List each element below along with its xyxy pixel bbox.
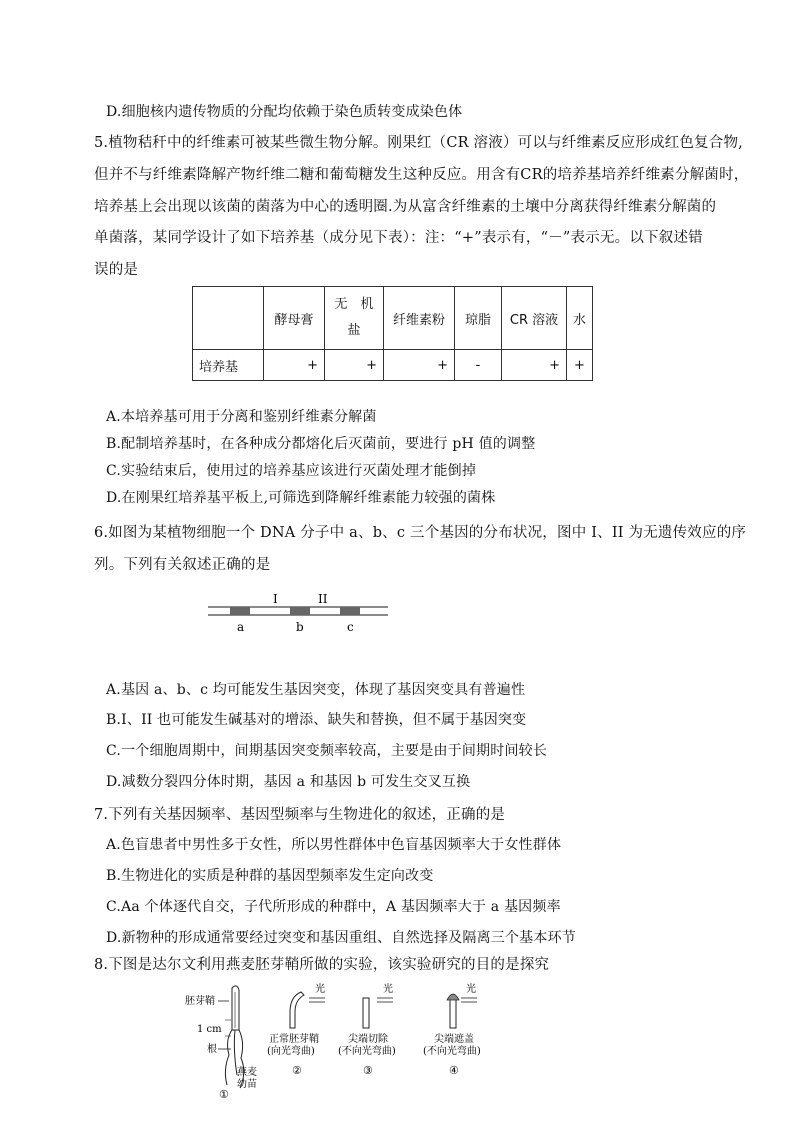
q5-option-b: B.配制培养基时，在各种成分都熔化后灭菌前，要进行 pH 值的调整	[106, 436, 536, 452]
media-header-yeast: 酵母膏	[264, 287, 325, 350]
cover-caption-1: 尖端遮盖	[434, 1034, 474, 1045]
seedling-label-2: 幼苗	[237, 1079, 257, 1090]
media-cell-cr: +	[502, 350, 567, 381]
q6-stem-line1: 6.如图为某植物细胞一个 DNA 分子中 a、b、c 三个基因的分布状况，图中 I、II 为无遗传效应的序	[94, 525, 747, 541]
q6-option-b: B.I、II 也可能发生碱基对的增添、缺失和替换，但不属于基因突变	[106, 712, 527, 728]
root-label: 根	[207, 1044, 217, 1055]
light-label-4: 光	[466, 984, 476, 995]
seedling-panel-2	[267, 982, 325, 1077]
seedling-panel-4	[423, 982, 481, 1077]
q8-stem: 8.下图是达尔文利用燕麦胚芽鞘所做的实验，该实验研究的目的是探究	[94, 957, 550, 973]
q5-option-c: C.实验结束后，使用过的培养基应该进行灭菌处理才能倒掉	[106, 463, 477, 479]
normal-caption-2: (向光弯曲)	[267, 1046, 315, 1057]
cut-coleoptile	[363, 998, 369, 1028]
q5-option-d: D.在刚果红培养基平板上,可筛选到降解纤维素能力较强的菌株	[106, 490, 496, 506]
q5-stem-line5: 误的是	[94, 262, 139, 278]
q6-option-a: A.基因 a、b、c 均可能发生基因突变，体现了基因突变具有普遍性	[106, 682, 526, 698]
q7-option-c: C.Aa 个体逐代自交，子代所形成的种群中，A 基因频率大于 a 基因频率	[106, 899, 561, 915]
media-header-water: 水	[567, 287, 593, 350]
q5-stem-line2: 但并不与纤维素降解产物纤维二糖和葡萄糖发生这种反应。用含有CR的培养基培养纤维素分解菌时，	[94, 167, 749, 183]
q5-stem-line3: 培养基上会出现以该菌的菌落为中心的透明圈.为从富含纤维素的土壤中分离获得纤维素分解菌的	[94, 199, 717, 215]
bending-coleoptile	[290, 992, 304, 1028]
dna-gene-diagram	[200, 588, 400, 640]
tip-cap	[447, 994, 459, 1000]
normal-caption-1: 正常胚芽鞘	[269, 1034, 319, 1045]
q7-option-d: D.新物种的形成通常要经过突变和基因重组、自然选择及隔离三个基本环节	[106, 930, 576, 946]
q7-stem: 7.下列有关基因频率、基因型频率与生物进化的叙述，正确的是	[94, 807, 506, 823]
media-cell-cellulose: +	[384, 350, 455, 381]
q4-option-d: D.细胞核内遗传物质的分配均依赖于染色质转变成染色体	[106, 104, 463, 120]
panel-number-3: ③	[363, 1064, 373, 1077]
seedling-panel-3	[338, 982, 396, 1077]
media-header-cr: CR 溶液	[502, 287, 567, 350]
media-row-label: 培养基	[193, 350, 264, 381]
media-header-salt: 无 机 盐	[325, 287, 384, 350]
seedling-label-1: 燕麦	[237, 1067, 257, 1078]
panel-number-2: ②	[292, 1064, 302, 1077]
media-header-empty	[193, 287, 264, 350]
one-cm-label: 1 cm	[197, 1024, 222, 1035]
media-table	[192, 286, 593, 381]
media-cell-water: +	[567, 350, 593, 381]
cut-caption-2: (不向光弯曲)	[338, 1046, 396, 1057]
q6-option-d: D.减数分裂四分体时期，基因 a 和基因 b 可发生交叉互换	[106, 774, 471, 790]
q6-stem-line2: 列。下列有关叙述正确的是	[94, 557, 271, 573]
gene-c-block	[340, 607, 360, 615]
media-cell-yeast: +	[264, 350, 325, 381]
gene-b-label: b	[296, 620, 304, 634]
cut-caption-1: 尖端切除	[348, 1034, 388, 1045]
panel-number-1: ①	[219, 1088, 229, 1100]
gene-a-label: a	[237, 620, 245, 634]
media-cell-salt: +	[325, 350, 384, 381]
media-header-cellulose: 纤维素粉	[384, 287, 455, 350]
q7-option-b: B.生物进化的实质是种群的基因型频率发生定向改变	[106, 868, 434, 884]
light-label-3: 光	[383, 984, 393, 995]
covered-coleoptile	[450, 998, 456, 1028]
region-ii-label: II	[318, 592, 328, 606]
gene-b-block	[290, 607, 310, 615]
panel-number-4: ④	[449, 1064, 459, 1077]
cover-caption-2: (不向光弯曲)	[423, 1046, 481, 1057]
seedling-panel-1	[185, 986, 257, 1100]
q5-option-a: A.本培养基可用于分离和鉴别纤维素分解菌	[106, 409, 377, 425]
q7-option-a: A.色盲患者中男性多于女性，所以男性群体中色盲基因频率大于女性群体	[106, 837, 562, 853]
coleoptile-label: 胚芽鞘	[185, 996, 215, 1007]
region-i-label: I	[273, 592, 278, 606]
coleoptile-shape	[232, 986, 239, 1030]
q5-stem-line4: 单菌落，某同学设计了如下培养基（成分见下表）：注：“+”表示有，“－”表示无。以下叙述错	[94, 230, 703, 246]
coleoptile-experiment-figure	[185, 980, 505, 1100]
light-label-2: 光	[315, 984, 325, 995]
gene-a-block	[230, 607, 250, 615]
media-cell-agar: -	[455, 350, 502, 381]
media-header-agar: 琼脂	[455, 287, 502, 350]
q6-option-c: C.一个细胞周期中，间期基因突变频率较高，主要是由于间期时间较长	[106, 743, 548, 759]
gene-c-label: c	[347, 620, 354, 634]
q5-stem-line1: 5.植物秸秆中的纤维素可被某些微生物分解。刚果红（CR 溶液）可以与纤维素反应形成红色复合物,	[94, 135, 743, 151]
